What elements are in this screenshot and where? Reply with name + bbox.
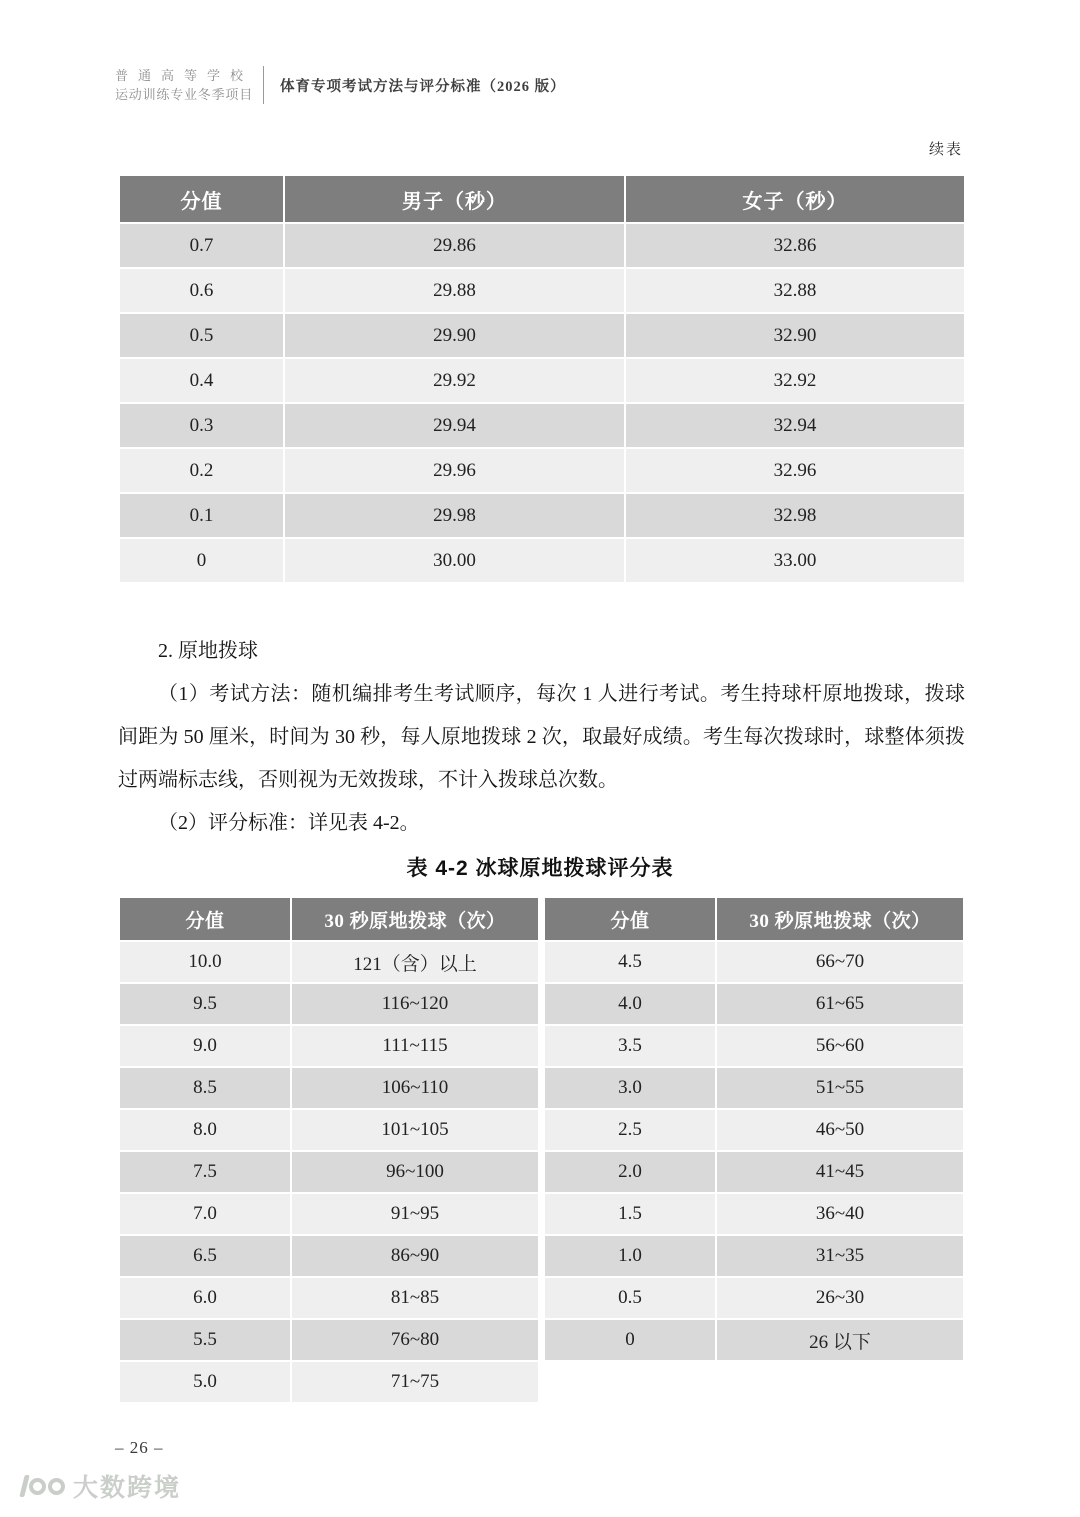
table-row [119, 538, 965, 583]
table-header-row [119, 175, 965, 223]
table-row [119, 1361, 539, 1403]
women-cell: 33.00 [625, 538, 965, 583]
col-header-score: 分值 [119, 897, 291, 941]
table-row [119, 223, 965, 268]
table-row [544, 1025, 964, 1067]
score-cell: 0 [544, 1319, 716, 1361]
table-row [119, 493, 965, 538]
table-row [544, 1235, 964, 1277]
count-cell: 111~115 [291, 1025, 539, 1067]
continued-table-label: 续表 [928, 142, 963, 158]
table-row [119, 268, 965, 313]
score-cell: 1.0 [544, 1235, 716, 1277]
header-divider [263, 66, 264, 104]
men-cell: 29.98 [284, 493, 625, 538]
document-title: 体育专项考试方法与评分标准（2026 版） [280, 78, 566, 95]
score-cell: 0.6 [119, 268, 284, 313]
score-cell: 0.1 [119, 493, 284, 538]
table-row [119, 941, 539, 983]
count-cell: 36~40 [716, 1193, 964, 1235]
score-cell: 3.5 [544, 1025, 716, 1067]
paragraph-scoring-standard: （2）评分标准：详见表 4-2。 [158, 812, 420, 834]
count-cell: 31~35 [716, 1235, 964, 1277]
table-row [119, 1151, 539, 1193]
score-cell: 0.2 [119, 448, 284, 493]
col-header-count: 30 秒原地拨球（次） [291, 897, 539, 941]
col-header-women: 女子（秒） [625, 175, 965, 223]
table-header-row [544, 897, 964, 941]
women-cell: 32.92 [625, 358, 965, 403]
watermark-logo-icon [22, 1475, 65, 1497]
score-cell: 6.0 [119, 1277, 291, 1319]
count-cell: 106~110 [291, 1067, 539, 1109]
men-cell: 29.88 [284, 268, 625, 313]
table-row [544, 1067, 964, 1109]
section-heading: 2. 原地拨球 [158, 640, 258, 662]
count-cell: 71~75 [291, 1361, 539, 1403]
count-cell: 81~85 [291, 1277, 539, 1319]
women-cell: 32.98 [625, 493, 965, 538]
body-text [118, 630, 965, 845]
count-cell: 91~95 [291, 1193, 539, 1235]
women-cell: 32.86 [625, 223, 965, 268]
puck-handling-table-left [118, 896, 540, 1404]
men-cell: 29.90 [284, 313, 625, 358]
score-cell: 9.5 [119, 983, 291, 1025]
count-cell: 61~65 [716, 983, 964, 1025]
table-row [119, 1025, 539, 1067]
col-header-men: 男子（秒） [284, 175, 625, 223]
score-cell: 0.5 [544, 1277, 716, 1319]
score-cell: 4.0 [544, 983, 716, 1025]
count-cell: 76~80 [291, 1319, 539, 1361]
score-cell: 2.0 [544, 1151, 716, 1193]
count-cell: 26 以下 [716, 1319, 964, 1361]
men-cell: 29.86 [284, 223, 625, 268]
women-cell: 32.90 [625, 313, 965, 358]
watermark [22, 1468, 181, 1504]
count-cell: 86~90 [291, 1235, 539, 1277]
table-row [544, 1109, 964, 1151]
col-header-count: 30 秒原地拨球（次） [716, 897, 964, 941]
score-cell: 8.5 [119, 1067, 291, 1109]
table-row [544, 1193, 964, 1235]
score-table-continued [118, 174, 966, 584]
table-row [544, 1319, 964, 1361]
paragraph-exam-method: （1）考试方法：随机编排考生考试顺序，每次 1 人进行考试。考生持球杆原地拨球，拨球间距为 50 厘米，时间为 30 秒，每人原地拨球 2 次，取最好成绩。考生每次拨球时，球整体须拨过两端标志线，否则视为无效拨球，不计入拨球总次数。 [118, 683, 965, 791]
women-cell: 32.94 [625, 403, 965, 448]
count-cell: 96~100 [291, 1151, 539, 1193]
table-row [119, 983, 539, 1025]
score-cell: 7.5 [119, 1151, 291, 1193]
page-number: – 26 – [115, 1438, 164, 1457]
count-cell: 116~120 [291, 983, 539, 1025]
score-cell: 9.0 [119, 1025, 291, 1067]
women-cell: 32.88 [625, 268, 965, 313]
score-cell: 7.0 [119, 1193, 291, 1235]
score-cell: 4.5 [544, 941, 716, 983]
table-4-2-title: 表 4-2 冰球原地拨球评分表 [406, 857, 674, 880]
col-header-score: 分值 [544, 897, 716, 941]
score-cell: 3.0 [544, 1067, 716, 1109]
women-cell: 32.96 [625, 448, 965, 493]
men-cell: 30.00 [284, 538, 625, 583]
table-row [119, 313, 965, 358]
count-cell: 26~30 [716, 1277, 964, 1319]
score-cell: 8.0 [119, 1109, 291, 1151]
score-cell: 0.5 [119, 313, 284, 358]
table-row [119, 1193, 539, 1235]
count-cell: 121（含）以上 [291, 941, 539, 983]
puck-handling-table-right [543, 896, 965, 1362]
table-row [119, 1067, 539, 1109]
men-cell: 29.92 [284, 358, 625, 403]
score-cell: 1.5 [544, 1193, 716, 1235]
score-cell: 0.4 [119, 358, 284, 403]
page-header [115, 66, 566, 104]
men-cell: 29.94 [284, 403, 625, 448]
table-row [119, 1319, 539, 1361]
table-header-row [119, 897, 539, 941]
count-cell: 56~60 [716, 1025, 964, 1067]
table-row [119, 358, 965, 403]
org-line2: 运动训练专业冬季项目 [115, 87, 254, 102]
org-line1: 普通高等学校 [115, 68, 254, 83]
count-cell: 41~45 [716, 1151, 964, 1193]
table-row [544, 1277, 964, 1319]
table-row [544, 983, 964, 1025]
men-cell: 29.96 [284, 448, 625, 493]
count-cell: 66~70 [716, 941, 964, 983]
table-row [119, 403, 965, 448]
table-row [544, 941, 964, 983]
count-cell: 51~55 [716, 1067, 964, 1109]
table-row [119, 1277, 539, 1319]
table-row [544, 1151, 964, 1193]
table-row [119, 1109, 539, 1151]
watermark-text: 大数跨境 [73, 1474, 182, 1502]
score-cell: 10.0 [119, 941, 291, 983]
col-header-score: 分值 [119, 175, 284, 223]
score-cell: 0.7 [119, 223, 284, 268]
score-cell: 5.5 [119, 1319, 291, 1361]
score-cell: 2.5 [544, 1109, 716, 1151]
table-row [119, 1235, 539, 1277]
table-row [119, 448, 965, 493]
score-cell: 5.0 [119, 1361, 291, 1403]
count-cell: 101~105 [291, 1109, 539, 1151]
count-cell: 46~50 [716, 1109, 964, 1151]
score-cell: 0 [119, 538, 284, 583]
organization-label [115, 66, 253, 104]
score-cell: 0.3 [119, 403, 284, 448]
score-cell: 6.5 [119, 1235, 291, 1277]
